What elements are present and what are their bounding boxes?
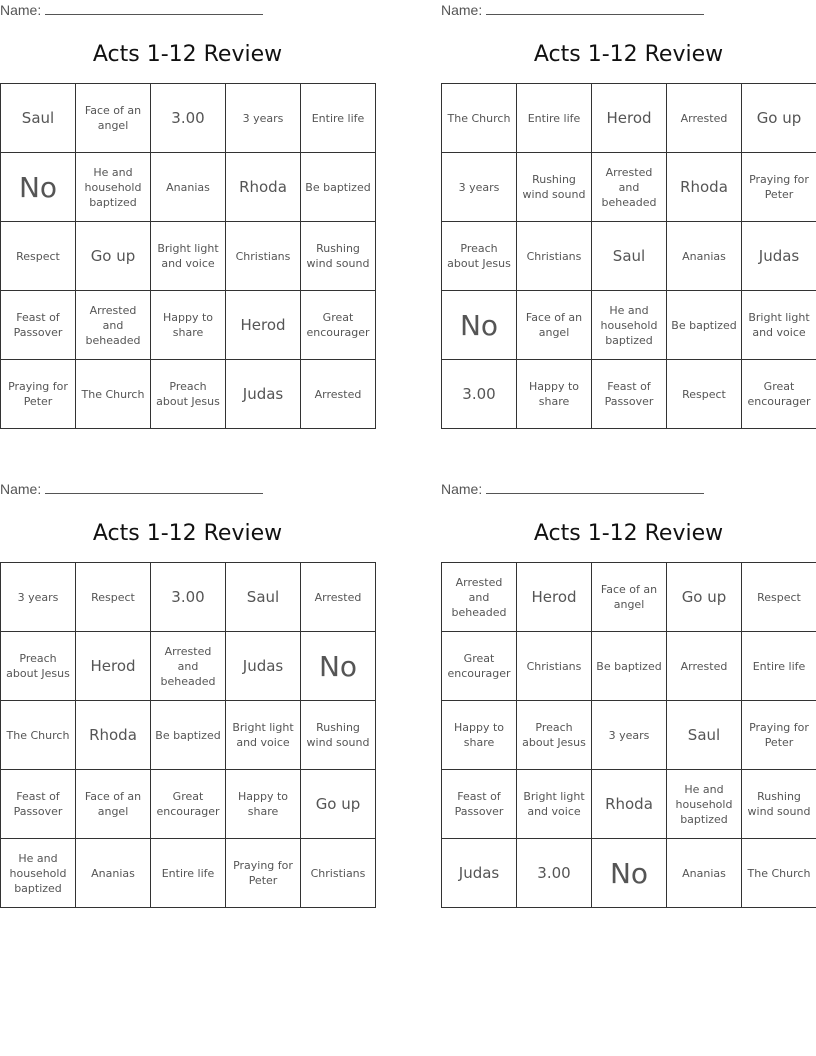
bingo-grid [0, 562, 376, 908]
bingo-cell: Praying for Peter [742, 153, 816, 222]
bingo-cell: Face of an angel [76, 84, 151, 153]
grid-row [1, 770, 376, 839]
card-title: Acts 1-12 Review [533, 42, 724, 67]
name-field [441, 479, 704, 499]
grid-row [1, 701, 376, 770]
bingo-cell: No [1, 153, 76, 222]
name-blank-line [486, 479, 704, 494]
card-title: Acts 1-12 Review [92, 521, 283, 546]
grid-row [1, 839, 376, 908]
grid-row [442, 632, 816, 701]
bingo-cell: Bright light and voice [517, 770, 592, 839]
bingo-cell: Christians [301, 839, 376, 908]
name-label: Name: [441, 2, 483, 18]
bingo-cell: Rhoda [226, 153, 301, 222]
bingo-cell: Herod [76, 632, 151, 701]
bingo-cell: Ananias [76, 839, 151, 908]
bingo-cell: Judas [742, 222, 816, 291]
bingo-cell: Arrested [667, 632, 742, 701]
bingo-cell: Christians [226, 222, 301, 291]
bingo-cell: No [442, 291, 517, 360]
grid-row [442, 153, 816, 222]
name-label: Name: [441, 481, 483, 497]
bingo-cell: Judas [226, 632, 301, 701]
grid-row [442, 839, 816, 908]
bingo-cell: Feast of Passover [1, 770, 76, 839]
bingo-cell: Rhoda [76, 701, 151, 770]
grid-row [442, 360, 816, 429]
bingo-cell: He and household baptized [1, 839, 76, 908]
bingo-cell: Great encourager [151, 770, 226, 839]
bingo-cell: Great encourager [301, 291, 376, 360]
bingo-cell: Face of an angel [517, 291, 592, 360]
bingo-cell: Praying for Peter [226, 839, 301, 908]
bingo-cell: Great encourager [742, 360, 816, 429]
bingo-cell: No [301, 632, 376, 701]
bingo-cell: 3 years [442, 153, 517, 222]
bingo-cell: The Church [442, 84, 517, 153]
bingo-cell: Happy to share [517, 360, 592, 429]
bingo-cell: Arrested and beheaded [592, 153, 667, 222]
bingo-cell: Be baptized [151, 701, 226, 770]
bingo-cell: Respect [667, 360, 742, 429]
bingo-cell: Ananias [151, 153, 226, 222]
bingo-cell: Herod [517, 563, 592, 632]
bingo-cell: Be baptized [667, 291, 742, 360]
name-blank-line [45, 0, 263, 15]
bingo-cell: He and household baptized [667, 770, 742, 839]
bingo-cell: Preach about Jesus [151, 360, 226, 429]
grid-row [1, 632, 376, 701]
bingo-cell: Respect [742, 563, 816, 632]
bingo-cell: Praying for Peter [742, 701, 816, 770]
bingo-cell: Rushing wind sound [742, 770, 816, 839]
card-title: Acts 1-12 Review [92, 42, 283, 67]
bingo-cell: Entire life [742, 632, 816, 701]
bingo-cell: Rushing wind sound [301, 701, 376, 770]
name-field [441, 0, 704, 20]
bingo-cell: Go up [301, 770, 376, 839]
bingo-cell: 3.00 [151, 563, 226, 632]
bingo-cell: Respect [1, 222, 76, 291]
name-field [0, 0, 263, 20]
bingo-cell: No [592, 839, 667, 908]
bingo-cell: Face of an angel [592, 563, 667, 632]
grid-row [442, 770, 816, 839]
bingo-cell: Face of an angel [76, 770, 151, 839]
bingo-cell: Christians [517, 222, 592, 291]
bingo-cell: 3 years [1, 563, 76, 632]
card-title: Acts 1-12 Review [533, 521, 724, 546]
bingo-cell: Ananias [667, 222, 742, 291]
name-label: Name: [0, 2, 42, 18]
bingo-cell: 3 years [226, 84, 301, 153]
grid-row [1, 153, 376, 222]
bingo-grid [441, 83, 816, 429]
bingo-cell: Arrested [667, 84, 742, 153]
bingo-cell: 3.00 [151, 84, 226, 153]
bingo-cell: Rhoda [592, 770, 667, 839]
bingo-cell: Feast of Passover [442, 770, 517, 839]
bingo-cell: He and household baptized [592, 291, 667, 360]
bingo-cell: Saul [1, 84, 76, 153]
bingo-cell: Christians [517, 632, 592, 701]
bingo-cell: Arrested [301, 360, 376, 429]
bingo-cell: Entire life [151, 839, 226, 908]
bingo-cell: Entire life [517, 84, 592, 153]
bingo-cell: Rhoda [667, 153, 742, 222]
grid-row [442, 84, 816, 153]
name-label: Name: [0, 481, 42, 497]
bingo-grid [441, 562, 816, 908]
grid-row [442, 222, 816, 291]
grid-row [442, 701, 816, 770]
bingo-cell: The Church [742, 839, 816, 908]
bingo-cell: The Church [76, 360, 151, 429]
bingo-cell: Respect [76, 563, 151, 632]
bingo-cell: Feast of Passover [1, 291, 76, 360]
grid-row [1, 222, 376, 291]
grid-row [1, 563, 376, 632]
bingo-cell: Herod [226, 291, 301, 360]
grid-row [442, 563, 816, 632]
bingo-cell: Happy to share [226, 770, 301, 839]
bingo-cell: Entire life [301, 84, 376, 153]
grid-row [1, 84, 376, 153]
bingo-cell: Go up [667, 563, 742, 632]
bingo-cell: Feast of Passover [592, 360, 667, 429]
bingo-grid [0, 83, 376, 429]
bingo-cell: Herod [592, 84, 667, 153]
bingo-cell: Judas [226, 360, 301, 429]
bingo-cell: Saul [592, 222, 667, 291]
bingo-cell: Arrested and beheaded [442, 563, 517, 632]
bingo-cell: Bright light and voice [742, 291, 816, 360]
bingo-cell: Saul [667, 701, 742, 770]
bingo-cell: Preach about Jesus [517, 701, 592, 770]
bingo-cell: Rushing wind sound [301, 222, 376, 291]
bingo-cell: Happy to share [151, 291, 226, 360]
grid-row [1, 291, 376, 360]
name-blank-line [486, 0, 704, 15]
bingo-cell: Praying for Peter [1, 360, 76, 429]
grid-row [442, 291, 816, 360]
bingo-cell: Saul [226, 563, 301, 632]
bingo-cell: Great encourager [442, 632, 517, 701]
bingo-cell: Be baptized [592, 632, 667, 701]
bingo-cell: Rushing wind sound [517, 153, 592, 222]
bingo-cell: Be baptized [301, 153, 376, 222]
bingo-cell: Bright light and voice [151, 222, 226, 291]
name-blank-line [45, 479, 263, 494]
bingo-cell: Bright light and voice [226, 701, 301, 770]
bingo-cell: 3.00 [442, 360, 517, 429]
bingo-cell: Arrested [301, 563, 376, 632]
bingo-cell: The Church [1, 701, 76, 770]
bingo-cell: 3.00 [517, 839, 592, 908]
bingo-cell: 3 years [592, 701, 667, 770]
bingo-cell: Judas [442, 839, 517, 908]
bingo-cell: Arrested and beheaded [151, 632, 226, 701]
grid-row [1, 360, 376, 429]
bingo-cell: Go up [742, 84, 816, 153]
bingo-cell: Arrested and beheaded [76, 291, 151, 360]
bingo-cell: Go up [76, 222, 151, 291]
bingo-cell: Preach about Jesus [1, 632, 76, 701]
bingo-cell: He and household baptized [76, 153, 151, 222]
bingo-cell: Ananias [667, 839, 742, 908]
bingo-cell: Preach about Jesus [442, 222, 517, 291]
bingo-cell: Happy to share [442, 701, 517, 770]
name-field [0, 479, 263, 499]
